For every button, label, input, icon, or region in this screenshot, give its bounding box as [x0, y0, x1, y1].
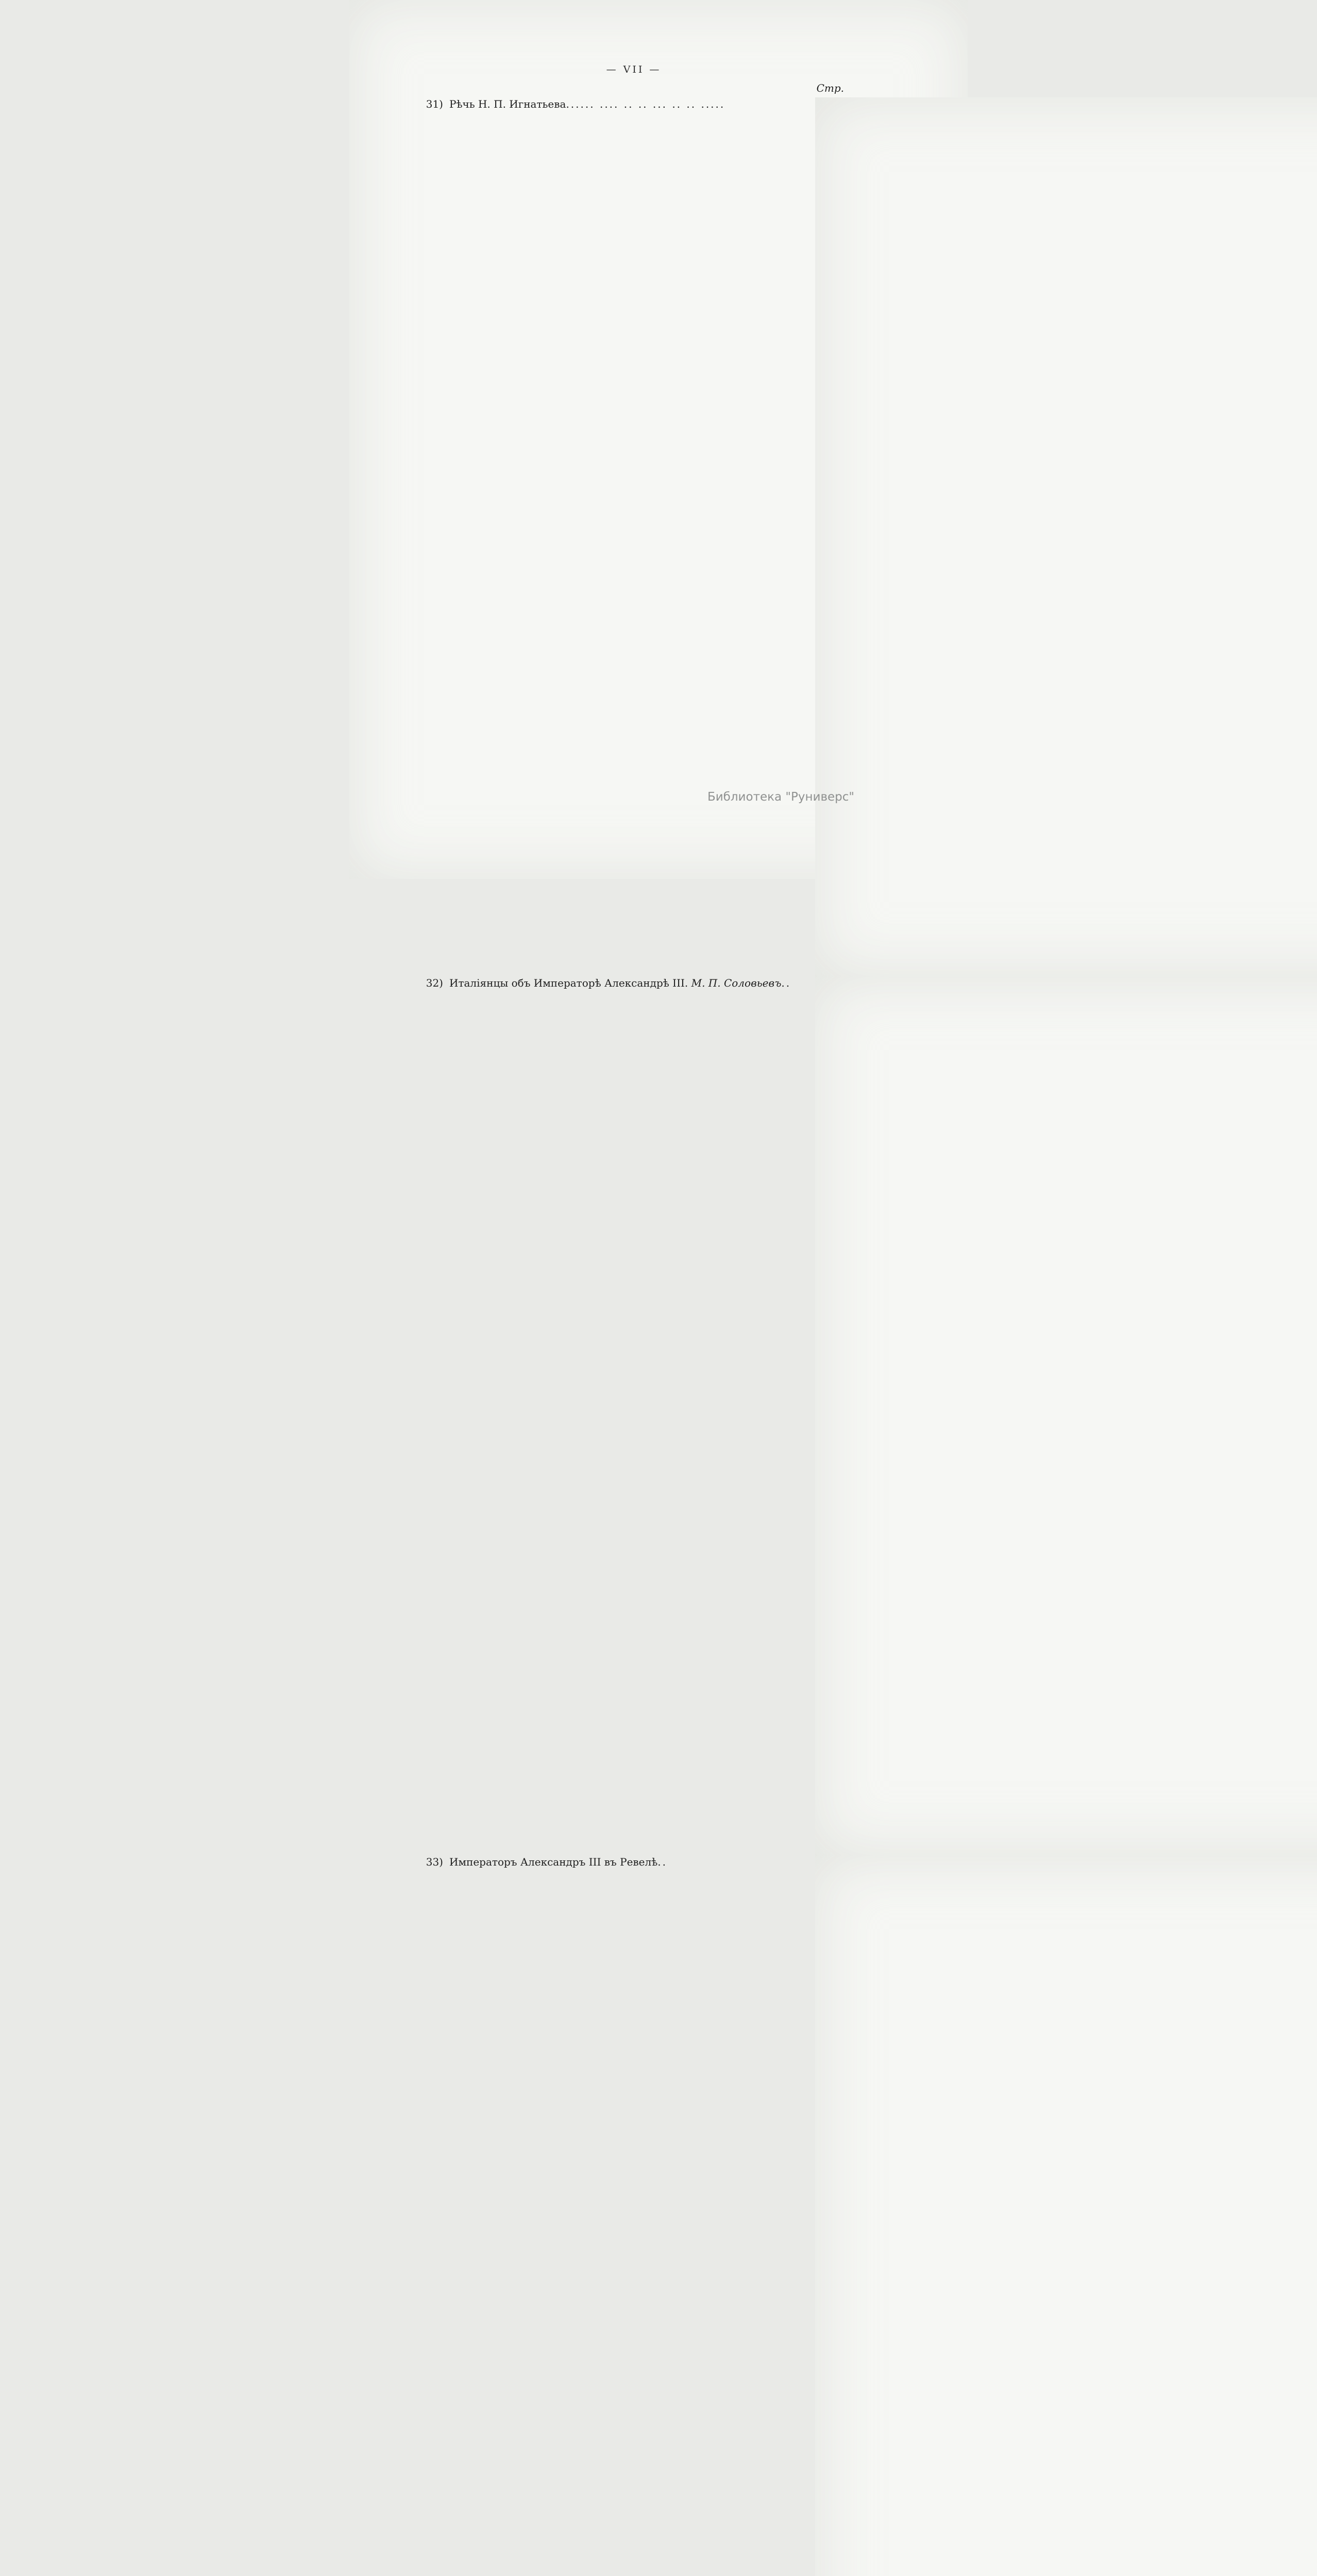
toc-entry — [421, 1855, 846, 2576]
entry-leader-dots: ...... .... .. .. ... .. .. ..... — [566, 98, 725, 110]
entry-number: 32) — [426, 977, 443, 989]
entry-text: Императоръ Александръ III въ Ревелѣ.. — [449, 1856, 667, 1868]
entry-page-number — [815, 97, 1317, 976]
book-page — [349, 0, 968, 1868]
entry-leader-dots: .. — [781, 977, 791, 989]
entry-author: М. П. Соловьевъ — [691, 977, 782, 989]
toc-section — [421, 97, 846, 2576]
toc-entry — [421, 976, 846, 1855]
page-column-label: Стр. — [816, 82, 844, 94]
entry-text: Рѣчь Н. П. Игнатьева...... .... .. .. ... .. .. ..... — [449, 98, 725, 110]
page-folio: — VII — — [606, 64, 662, 75]
entry-text: Италіянцы объ Императорѣ Александрѣ III. М. П. Соловьевъ.. — [449, 977, 791, 989]
toc-entry — [421, 97, 846, 976]
toc-content — [421, 64, 846, 2576]
toc-body — [421, 97, 846, 2576]
library-watermark: Библиотека "Руниверс" — [707, 790, 854, 804]
entry-page-number — [815, 976, 1317, 1855]
entry-leader-dots: .. — [657, 1856, 667, 1868]
entry-number: 31) — [426, 98, 443, 110]
entry-number: 33) — [426, 1856, 443, 1868]
entry-page-number — [815, 1855, 1317, 2576]
